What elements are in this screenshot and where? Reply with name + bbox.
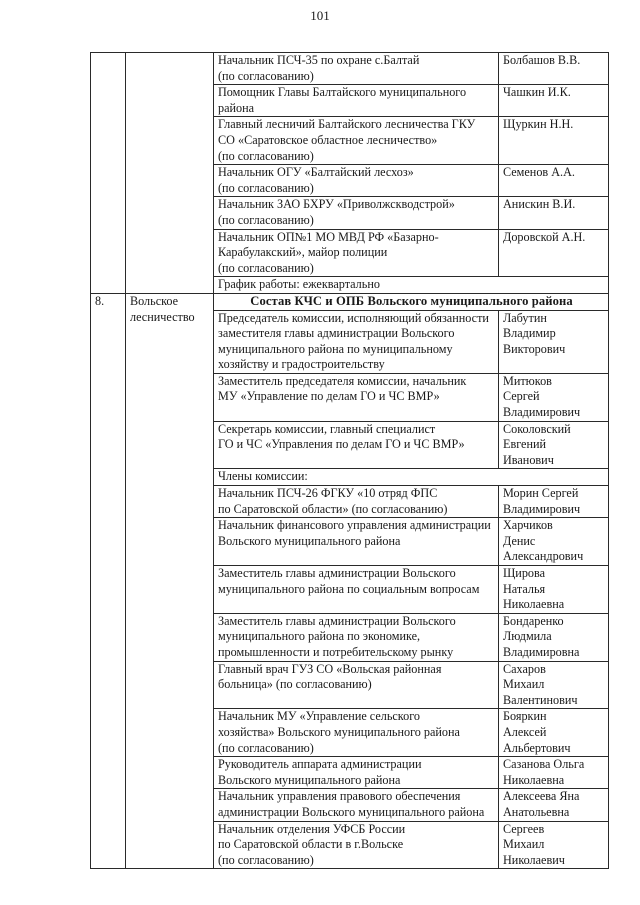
name-cell: Сергеев Михаил Николаевич [499, 821, 609, 869]
position-cell: Помощник Главы Балтайского муниципального района [214, 85, 499, 117]
position-cell: Начальник ПСЧ-26 ФГКУ «10 отряд ФПС по Саратовской области» (по согласованию) [214, 486, 499, 518]
commission-table [90, 52, 609, 869]
table-row [91, 53, 609, 85]
name-cell: Алексеева Яна Анатольевна [499, 789, 609, 821]
page-number: 101 [310, 8, 330, 23]
schedule-cell: График работы: ежеквартально [214, 277, 609, 294]
name-cell: Щуркин Н.Н. [499, 117, 609, 165]
name-cell: Щирова Наталья Николаевна [499, 566, 609, 614]
continued-area-cell [126, 53, 214, 294]
name-cell: Сазанова Ольга Николаевна [499, 757, 609, 789]
name-cell: Семенов А.А. [499, 165, 609, 197]
position-cell: Начальник МУ «Управление сельского хозяйства» Вольского муниципального района (по согласованию) [214, 709, 499, 757]
section-number: 8. [91, 293, 126, 868]
name-cell: Морин Сергей Владимирович [499, 486, 609, 518]
name-cell: Болбашов В.В. [499, 53, 609, 85]
position-cell: Начальник отделения УФСБ России по Саратовской области в г.Вольске (по согласованию) [214, 821, 499, 869]
position-cell: Заместитель главы администрации Вольского муниципального района по экономике, промышленности и потребительскому рынку [214, 613, 499, 661]
name-cell: Харчиков Денис Александрович [499, 518, 609, 566]
position-cell: Секретарь комиссии, главный специалист ГО и ЧС «Управления по делам ГО и ЧС ВМР» [214, 421, 499, 469]
name-cell: Бояркин Алексей Альбертович [499, 709, 609, 757]
position-cell: Заместитель председателя комиссии, начальник МУ «Управление по делам ГО и ЧС ВМР» [214, 373, 499, 421]
position-cell: Начальник ЗАО БХРУ «Приволжскводстрой» (по согласованию) [214, 197, 499, 229]
position-cell: Начальник финансового управления администрации Вольского муниципального района [214, 518, 499, 566]
name-cell: Доровской А.Н. [499, 229, 609, 277]
position-cell: Начальник ОП№1 МО МВД РФ «Базарно- Карабулакский», майор полиции (по согласованию) [214, 229, 499, 277]
position-cell: Главный врач ГУЗ СО «Вольская районная больница» (по согласованию) [214, 661, 499, 709]
name-cell: Анискин В.И. [499, 197, 609, 229]
name-cell: Чашкин И.К. [499, 85, 609, 117]
position-cell: Начальник ПСЧ-35 по охране с.Балтай (по согласованию) [214, 53, 499, 85]
name-cell: Бондаренко Людмила Владимировна [499, 613, 609, 661]
position-cell: Начальник управления правового обеспечения администрации Вольского муниципального района [214, 789, 499, 821]
name-cell: Митюков Сергей Владимирович [499, 373, 609, 421]
continued-number-cell [91, 53, 126, 294]
name-cell: Лабутин Владимир Викторович [499, 310, 609, 373]
section-area: Вольское лесничество [126, 293, 214, 868]
members-label: Члены комиссии: [214, 469, 609, 486]
position-cell: Начальник ОГУ «Балтайский лесхоз» (по согласованию) [214, 165, 499, 197]
name-cell: Сахаров Михаил Валентинович [499, 661, 609, 709]
position-cell: Заместитель главы администрации Вольского муниципального района по социальным вопросам [214, 566, 499, 614]
position-cell: Руководитель аппарата администрации Вольского муниципального района [214, 757, 499, 789]
position-cell: Главный лесничий Балтайского лесничества ГКУ СО «Саратовское областное лесничество» (по согласованию) [214, 117, 499, 165]
position-cell: Председатель комиссии, исполняющий обязанности заместителя главы администрации Вольского муниципального района по муниципальному хозяйству и градостроительству [214, 310, 499, 373]
name-cell: Соколовский Евгений Иванович [499, 421, 609, 469]
section-title-row [91, 293, 609, 310]
section-title: Состав КЧС и ОПБ Вольского муниципального района [214, 293, 609, 310]
